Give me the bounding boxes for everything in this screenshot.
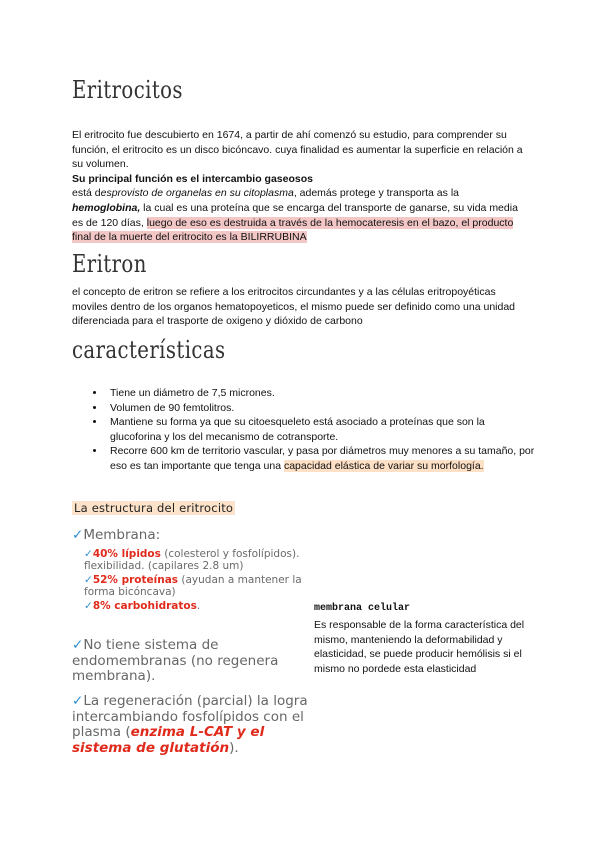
list-item: • Volumen de 90 femtolitros. [106, 401, 536, 416]
text-segment: . [196, 600, 201, 612]
bilirrubina-highlight: luego de eso es destruida a través de la hemocateresis en el bazo, el producto final de la muerte del eritrocito es la BILIRRUBINA [72, 216, 514, 244]
proteinas-line [72, 574, 310, 598]
organelas-italic: esprovisto de organelas en su citoplasma [100, 187, 294, 200]
text-segment: está d [72, 187, 101, 200]
eritrocitos-heading: Eritrocitos [72, 76, 183, 104]
checkmark-icon: ✓ [84, 548, 93, 560]
membrana-celular-text: Es responsable de la forma característica del mismo, manteniendo la deformabilidad y elasticidad, se puede producir hemólisis si el mismo no pordede esta elasticidad [314, 619, 525, 675]
carbohidratos-value: 8% carbohidratos [92, 600, 197, 612]
list-item: • Mantiene su forma ya que su citoesqueleto está asociado a proteínas que son la glucoforina y los del mecanismo de cotransporte. [106, 415, 536, 444]
elasticidad-highlight: capacidad elástica de variar su morfología. [283, 459, 484, 472]
text-segment: (colesterol y fosfolípidos). [160, 548, 300, 560]
list-item: • Tiene un diámetro de 7,5 micrones. [106, 386, 536, 401]
membrana-label: Membrana: [83, 527, 161, 543]
slide-image [72, 524, 310, 764]
estructura-subheading: La estructura del eritrocito [74, 501, 234, 515]
checkmark-icon: ✓ [84, 574, 93, 586]
membrana-celular-title: membrana celular [314, 603, 411, 614]
text-segment: Recorre 600 km de territorio vascular, y pasa por diámetros muy menores a su tamaño, por eso es tan importante que tenga una [110, 445, 535, 472]
checkmark-icon: ✓ [72, 693, 84, 709]
eritrocitos-intro: El eritrocito fue descubierto en 1674, a partir de ahí comenzó su estudio, para comprender su función, el eritrocito es un disco bicóncavo. cuya finalidad es aumentar la superficie en relación a su volumen. [72, 129, 523, 171]
lipidos-value: 40% lípidos [92, 548, 161, 560]
carbohidratos-line [72, 600, 200, 612]
text-segment: ). [229, 739, 239, 756]
checkmark-icon: ✓ [72, 637, 84, 653]
text-segment: , además protege y transporta as la [293, 187, 459, 200]
hemoglobina-term: hemoglobina, [72, 201, 141, 214]
caracteristicas-heading: características [72, 336, 226, 364]
flexibilidad-line: flexibilidad. (capilares 2.8 um) [84, 560, 244, 572]
regeneracion-line [72, 694, 310, 756]
membrana-heading [72, 528, 160, 544]
checkmark-icon: ✓ [84, 600, 93, 612]
eritrocitos-details [72, 186, 528, 244]
funcion-statement: Su principal función es el intercambio gaseosos [72, 172, 313, 185]
caracteristicas-list [88, 386, 536, 474]
eritrocitos-body [72, 128, 528, 245]
lipidos-line [72, 548, 314, 560]
endomembranas-line [72, 638, 300, 685]
eritron-body [72, 285, 528, 329]
eritron-heading: Eritron [72, 250, 147, 278]
eritron-text: el concepto de eritron se refiere a los eritrocitos circundantes y a las células eritropoyéticas moviles dentro de los organos hematopoyeticos, el mismo puede ser definido como una unidad diferenciada para el trasporte de oxigeno y dióxido de carbono [72, 286, 516, 328]
enzima-highlight: enzima L-CAT y el sistema de glutatión [72, 724, 265, 756]
proteinas-value: 52% proteínas [92, 574, 179, 586]
text-segment: (ayudan a mantener la forma bicóncava) [84, 574, 302, 598]
text-segment: la cual es una proteína que se encarga del transporte de ganarse, su vida media es de 120 días, [72, 201, 518, 229]
text-segment: La regeneración (parcial) la logra intercambiando fosfolípidos con el plasma ( [72, 693, 308, 740]
text-segment: No tiene sistema de endomembranas (no regenera membrana). [72, 637, 279, 684]
list-item [106, 444, 536, 473]
checkmark-icon: ✓ [72, 527, 84, 543]
